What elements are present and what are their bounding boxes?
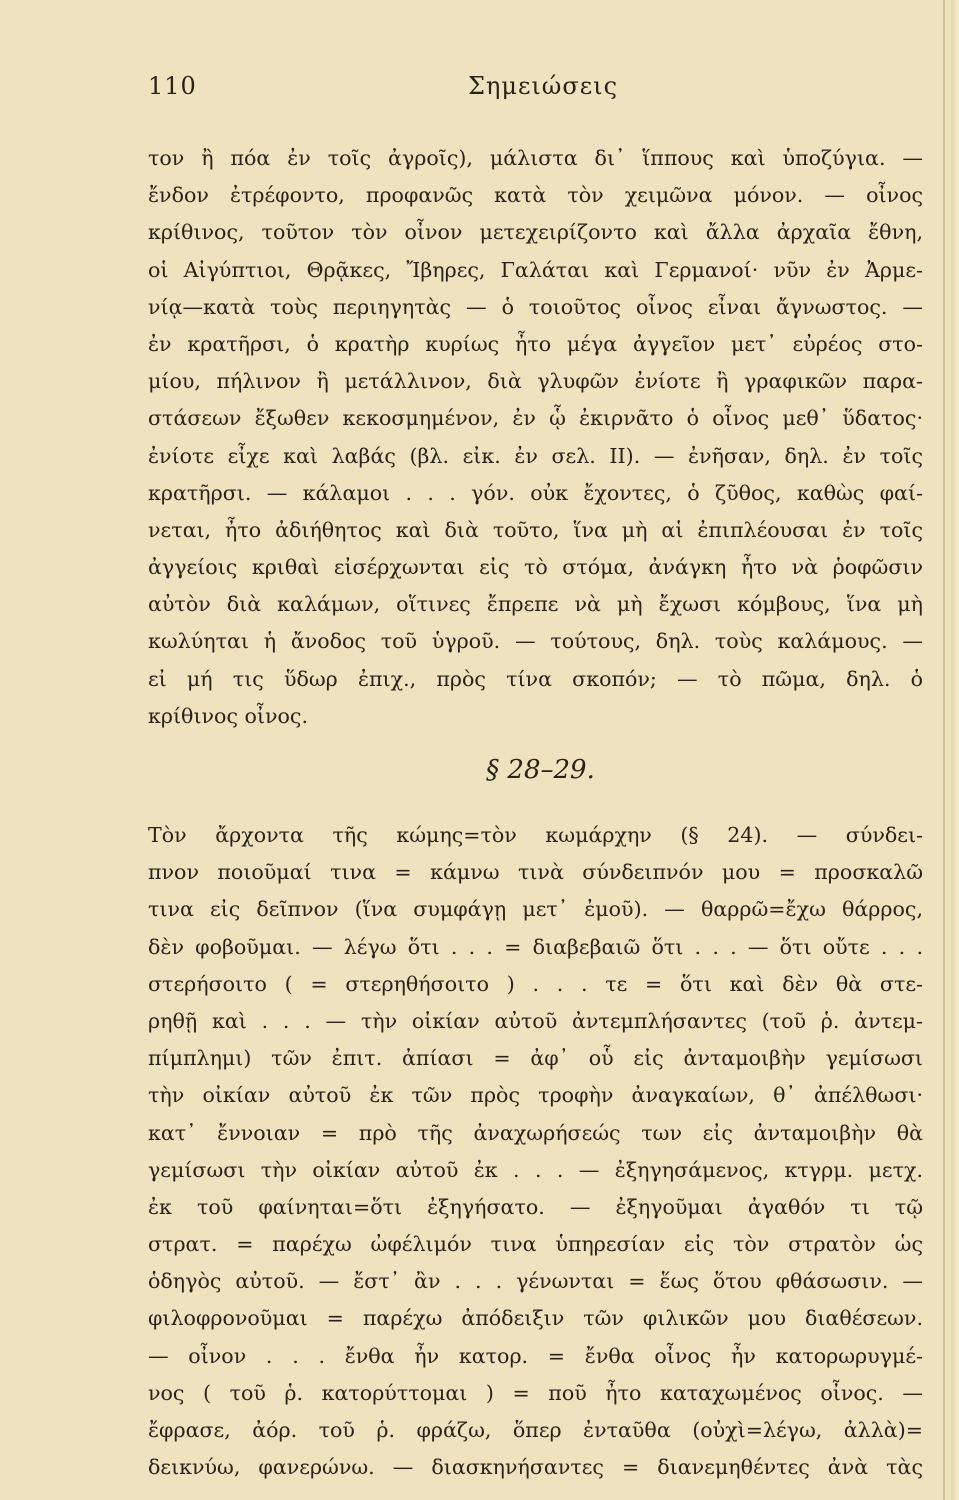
text-line: μίου, πήλινον ἢ μετάλλινον, διὰ γλυφῶν ἐνίοτε ἢ γραφικῶν παρα- xyxy=(148,369,923,394)
text-line: στρατ. = παρέχω ὠφέλιμόν τινα ὑπηρεσίαν εἰς τὸν στρατὸν ὡς xyxy=(148,1232,923,1257)
text-line: πνον ποιοῦμαί τινα = κάμνω τινὰ σύνδειπνόν μου = προσκαλῶ xyxy=(148,860,923,885)
section-heading: § 28–29. xyxy=(486,755,595,785)
text-line: γεμίσωσι τὴν οἰκίαν αὐτοῦ ἐκ . . . — ἐξηγησάμενος, κτγρμ. μετχ. xyxy=(148,1157,923,1182)
text-line: κρατῆρσι. — κάλαμοι . . . γόν. οὐκ ἔχοντες, ὁ ζῦθος, καθὼς φαί- xyxy=(148,480,923,505)
text-line: ἐνίοτε εἶχε καὶ λαβάς (βλ. εἰκ. ἐν σελ. ΙΙ). — ἐνῆσαν, δηλ. ἐν τοῖς xyxy=(148,443,923,468)
text-line: ἐν κρατῆρσι, ὁ κρατὴρ κυρίως ἦτο μέγα ἀγγεῖον μετ᾿ εὐρέος στο- xyxy=(148,331,923,356)
text-line: — οἶνον . . . ἔνθα ἦν κατορ. = ἔνθα οἶνος ἦν κατορωρυγμέ- xyxy=(148,1343,923,1368)
text-line: κατ᾿ ἔννοιαν = πρὸ τῆς ἀναχωρήσεώς των εἰς ἀνταμοιβὴν θὰ xyxy=(148,1120,923,1145)
text-line: κρίθινος οἶνος. xyxy=(148,703,308,728)
page-edge xyxy=(951,0,959,1500)
page-number: 110 xyxy=(148,72,197,100)
text-line: ἔνδον ἐτρέφοντο, προφανῶς κατὰ τὸν χειμῶνα μόνον. — οἶνος xyxy=(148,183,923,208)
text-line: νίᾳ—κατὰ τοὺς περιηγητὰς — ὁ τοιοῦτος οἶνος εἶναι ἄγνωστος. — xyxy=(148,294,923,319)
notes-body xyxy=(148,140,923,1486)
text-line: νεται, ἦτο ἀδιήθητος καὶ διὰ τοῦτο, ἵνα μὴ αἱ ἐπιπλέουσαι ἐν τοῖς xyxy=(148,517,923,542)
text-line: ἀγγείοις κριθαὶ εἰσέρχωνται εἰς τὸ στόμα, ἀνάγκη ἦτο νὰ ῥοφῶσιν xyxy=(148,555,923,580)
text-line: δεικνύω, φανερώνω. — διασκηνήσαντες = διανεμηθέντες ἀνὰ τὰς xyxy=(148,1455,923,1480)
text-line: φιλοφρονοῦμαι = παρέχω ἀπόδειξιν τῶν φιλικῶν μου διαθέσεων. xyxy=(148,1306,923,1331)
text-line: ρηθῇ καὶ . . . — τὴν οἰκίαν αὐτοῦ ἀντεμπλήσαντες (τοῦ ῥ. ἀντεμ- xyxy=(148,1008,923,1033)
text-line: δὲν φοβοῦμαι. — λέγω ὅτι . . . = διαβεβαιῶ ὅτι . . . — ὅτι οὔτε . . . xyxy=(148,934,923,959)
text-line: κωλύηται ἡ ἄνοδος τοῦ ὑγροῦ. — τούτους, δηλ. τοὺς καλάμους. — xyxy=(148,629,923,654)
running-title: Σημειώσεις xyxy=(468,72,619,100)
text-line: στάσεων ἔξωθεν κεκοσμημένον, ἐν ᾧ ἐκιρνᾶτο ὁ οἶνος μεθ᾿ ὕδατος· xyxy=(148,406,923,431)
text-line: Τὸν ἄρχοντα τῆς κώμης=τὸν κωμάρχην (§ 24). — σύνδει- xyxy=(148,823,923,847)
text-line: τον ἢ πόα ἐν τοῖς ἀγροῖς), μάλιστα δι᾿ ἵππους καὶ ὑποζύγια. — xyxy=(148,146,923,170)
text-line: κρίθινος, τοῦτον τὸν οἶνον μετεχειρίζοντο καὶ ἄλλα ἀρχαῖα ἔθνη, xyxy=(148,220,923,245)
binding-shadow xyxy=(943,0,945,1500)
text-line: τινα εἰς δεῖπνον (ἵνα συμφάγῃ μετ᾿ ἐμοῦ). — θαρρῶ=ἔχω θάρρος, xyxy=(148,897,923,922)
text-line: ἐκ τοῦ φαίνηται=ὅτι ἐξηγήσατο. — ἐξηγοῦμαι ἀγαθόν τι τῷ xyxy=(148,1194,923,1219)
text-line: οἱ Αἰγύπτιοι, Θρᾷκες, Ἴβηρες, Γαλάται καὶ Γερμανοί· νῦν ἐν Ἀρμε- xyxy=(148,257,923,282)
text-line: εἰ μή τις ὕδωρ ἐπιχ., πρὸς τίνα σκοπόν; — τὸ πῶμα, δηλ. ὁ xyxy=(148,666,923,691)
text-line: τὴν οἰκίαν αὐτοῦ ἐκ τῶν πρὸς τροφὴν ἀναγκαίων, θ᾿ ἀπέλθωσι· xyxy=(148,1083,923,1108)
text-line: αὐτὸν διὰ καλάμων, οἵτινες ἔπρεπε νὰ μὴ ἔχωσι κόμβους, ἵνα μὴ xyxy=(148,592,923,617)
text-line: ὁδηγὸς αὐτοῦ. — ἔστ᾿ ἂν . . . γένωνται = ἕως ὅτου φθάσωσιν. — xyxy=(148,1269,923,1294)
text-line: πίμπλημι) τῶν ἐπιτ. ἀπίασι = ἀφ᾿ οὗ εἰς ἀνταμοιβὴν γεμίσωσι xyxy=(148,1046,923,1071)
text-line: στερήσοιτο ( = στερηθήσοιτο ) . . . τε = ὅτι καὶ δὲν θὰ στε- xyxy=(148,971,923,996)
text-line: ἔφρασε, ἀόρ. τοῦ ῥ. φράζω, ὅπερ ἐνταῦθα (οὐχὶ=λέγω, ἀλλὰ)= xyxy=(148,1418,923,1442)
page-header xyxy=(148,72,920,112)
text-line: νος ( τοῦ ῥ. κατορύττομαι ) = ποῦ ἦτο καταχωμένος οἶνος. — xyxy=(148,1380,923,1405)
